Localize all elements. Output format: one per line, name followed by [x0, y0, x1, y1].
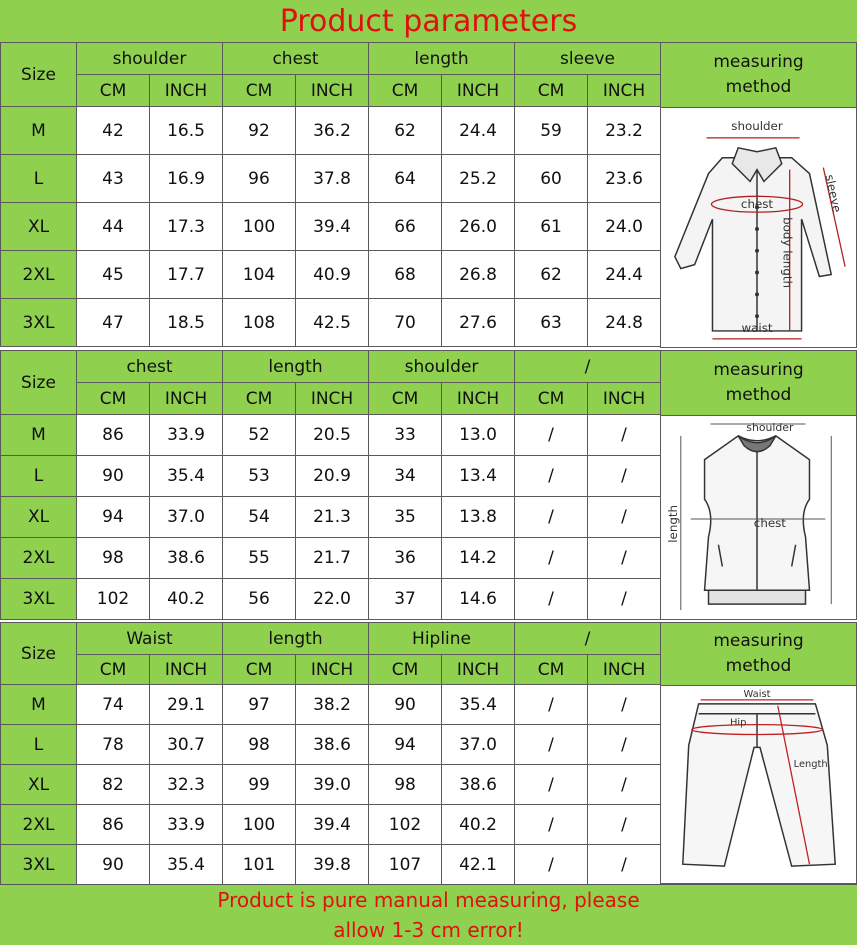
value-cell: 34 [369, 456, 442, 497]
value-cell: 24.4 [442, 107, 515, 155]
vest-measure-diagram [660, 415, 857, 620]
shoulder-label: shoulder [731, 119, 783, 133]
value-cell: 35.4 [150, 456, 223, 497]
size-cell: 2XL [1, 251, 77, 299]
value-cell: 37.0 [442, 725, 515, 765]
value-cell: 17.3 [150, 203, 223, 251]
unit-header: INCH [296, 75, 369, 107]
value-cell: 44 [77, 203, 150, 251]
unit-header: INCH [442, 383, 515, 415]
value-cell: 39.4 [296, 805, 369, 845]
column-header: sleeve [515, 43, 661, 75]
method-label-line: measuring [713, 52, 804, 72]
method-label-line: method [725, 385, 792, 405]
value-cell: 90 [77, 456, 150, 497]
table-row [1, 155, 661, 203]
value-cell: / [515, 456, 588, 497]
value-cell: 40.9 [296, 251, 369, 299]
value-cell: 14.2 [442, 538, 515, 579]
value-cell: / [588, 725, 661, 765]
column-header: / [515, 623, 661, 655]
value-cell: 17.7 [150, 251, 223, 299]
size-cell: L [1, 725, 77, 765]
table-row [1, 251, 661, 299]
chest-label: chest [740, 197, 774, 212]
unit-header: CM [77, 383, 150, 415]
table-row [1, 456, 661, 497]
value-cell: 86 [77, 415, 150, 456]
value-cell: 26.8 [442, 251, 515, 299]
column-header: chest [77, 351, 223, 383]
measuring-method-header [660, 42, 857, 108]
value-cell: 23.6 [588, 155, 661, 203]
value-cell: 23.2 [588, 107, 661, 155]
shoulder-label: shoulder [746, 420, 794, 434]
value-cell: 101 [223, 845, 296, 885]
size-cell: XL [1, 497, 77, 538]
vest-size-section [0, 350, 857, 620]
table-row [1, 538, 661, 579]
size-cell: M [1, 685, 77, 725]
value-cell: 42.5 [296, 299, 369, 347]
table-row [1, 579, 661, 620]
value-cell: / [515, 845, 588, 885]
shirt-size-section [0, 42, 857, 348]
size-cell: XL [1, 203, 77, 251]
unit-header: INCH [296, 655, 369, 685]
unit-header: INCH [150, 383, 223, 415]
table-row [1, 299, 661, 347]
value-cell: 61 [515, 203, 588, 251]
value-cell: 24.4 [588, 251, 661, 299]
value-cell: 21.7 [296, 538, 369, 579]
value-cell: 35 [369, 497, 442, 538]
table-row [1, 725, 661, 765]
value-cell: 33.9 [150, 415, 223, 456]
shirt-size-table [0, 42, 661, 347]
unit-header: CM [223, 75, 296, 107]
unit-header: INCH [296, 383, 369, 415]
size-header: Size [1, 623, 77, 685]
value-cell: 99 [223, 765, 296, 805]
measuring-method-header [660, 622, 857, 686]
value-cell: 36 [369, 538, 442, 579]
value-cell: 38.2 [296, 685, 369, 725]
value-cell: 59 [515, 107, 588, 155]
value-cell: 94 [77, 497, 150, 538]
value-cell: 100 [223, 805, 296, 845]
value-cell: 13.8 [442, 497, 515, 538]
value-cell: 70 [369, 299, 442, 347]
value-cell: 56 [223, 579, 296, 620]
column-header: length [223, 351, 369, 383]
value-cell: / [588, 497, 661, 538]
value-cell: 45 [77, 251, 150, 299]
value-cell: 97 [223, 685, 296, 725]
table-row [1, 685, 661, 725]
value-cell: 35.4 [150, 845, 223, 885]
value-cell: 37.0 [150, 497, 223, 538]
value-cell: / [515, 497, 588, 538]
value-cell: 98 [223, 725, 296, 765]
waist-label: Waist [743, 688, 771, 700]
value-cell: 30.7 [150, 725, 223, 765]
value-cell: 24.8 [588, 299, 661, 347]
vest-illustration [661, 416, 856, 619]
vest-size-table [0, 350, 661, 620]
method-label-line: method [725, 77, 792, 97]
size-cell: 3XL [1, 299, 77, 347]
column-header: length [369, 43, 515, 75]
unit-header: CM [77, 655, 150, 685]
value-cell: 42.1 [442, 845, 515, 885]
unit-header: CM [77, 75, 150, 107]
value-cell: 43 [77, 155, 150, 203]
value-cell: / [515, 725, 588, 765]
value-cell: / [588, 805, 661, 845]
value-cell: 47 [77, 299, 150, 347]
unit-header: CM [369, 383, 442, 415]
unit-header: INCH [150, 75, 223, 107]
value-cell: 42 [77, 107, 150, 155]
value-cell: 13.0 [442, 415, 515, 456]
value-cell: 60 [515, 155, 588, 203]
value-cell: 25.2 [442, 155, 515, 203]
value-cell: 38.6 [296, 725, 369, 765]
value-cell: 32.3 [150, 765, 223, 805]
size-cell: 2XL [1, 805, 77, 845]
table-row [1, 497, 661, 538]
value-cell: 86 [77, 805, 150, 845]
value-cell: 40.2 [150, 579, 223, 620]
table-row [1, 415, 661, 456]
value-cell: 29.1 [150, 685, 223, 725]
value-cell: / [588, 845, 661, 885]
value-cell: 94 [369, 725, 442, 765]
size-cell: M [1, 415, 77, 456]
value-cell: 26.0 [442, 203, 515, 251]
unit-header: INCH [150, 655, 223, 685]
pants-measure-diagram [660, 685, 857, 884]
value-cell: / [588, 538, 661, 579]
value-cell: 54 [223, 497, 296, 538]
measuring-method-header [660, 350, 857, 416]
value-cell: 22.0 [296, 579, 369, 620]
value-cell: 38.6 [442, 765, 515, 805]
method-label-line: measuring [713, 360, 804, 380]
pants-size-section [0, 622, 857, 884]
value-cell: 18.5 [150, 299, 223, 347]
length-label: length [665, 504, 680, 543]
unit-header: CM [223, 383, 296, 415]
column-header: Hipline [369, 623, 515, 655]
value-cell: / [515, 415, 588, 456]
body-length-label: body length [780, 217, 795, 289]
unit-header: INCH [442, 75, 515, 107]
table-row [1, 805, 661, 845]
value-cell: 68 [369, 251, 442, 299]
value-cell: 14.6 [442, 579, 515, 620]
value-cell: 40.2 [442, 805, 515, 845]
size-header: Size [1, 43, 77, 107]
pants-size-table [0, 622, 661, 885]
value-cell: 33.9 [150, 805, 223, 845]
size-cell: L [1, 456, 77, 497]
value-cell: 82 [77, 765, 150, 805]
value-cell: 16.9 [150, 155, 223, 203]
value-cell: / [515, 765, 588, 805]
value-cell: / [588, 415, 661, 456]
footer-line: Product is pure manual measuring, please [217, 888, 640, 912]
value-cell: 98 [369, 765, 442, 805]
value-cell: 20.5 [296, 415, 369, 456]
length-label: Length [793, 759, 828, 771]
pants-illustration [661, 686, 856, 883]
size-cell: XL [1, 765, 77, 805]
unit-header: CM [369, 655, 442, 685]
unit-header: CM [515, 655, 588, 685]
value-cell: 20.9 [296, 456, 369, 497]
value-cell: 102 [369, 805, 442, 845]
unit-header: INCH [588, 383, 661, 415]
column-header: shoulder [77, 43, 223, 75]
value-cell: 96 [223, 155, 296, 203]
table-row [1, 203, 661, 251]
value-cell: 37.8 [296, 155, 369, 203]
unit-header: CM [369, 75, 442, 107]
value-cell: 27.6 [442, 299, 515, 347]
value-cell: / [515, 579, 588, 620]
value-cell: 63 [515, 299, 588, 347]
size-cell: 2XL [1, 538, 77, 579]
value-cell: 78 [77, 725, 150, 765]
unit-header: INCH [588, 75, 661, 107]
method-label-line: measuring [713, 631, 804, 651]
table-row [1, 765, 661, 805]
footer-line: allow 1-3 cm error! [333, 918, 524, 942]
value-cell: 62 [369, 107, 442, 155]
value-cell: / [515, 538, 588, 579]
unit-header: CM [223, 655, 296, 685]
column-header: shoulder [369, 351, 515, 383]
size-cell: 3XL [1, 845, 77, 885]
value-cell: 35.4 [442, 685, 515, 725]
value-cell: 33 [369, 415, 442, 456]
sleeve-label: sleeve [822, 173, 845, 214]
value-cell: 16.5 [150, 107, 223, 155]
column-header: length [223, 623, 369, 655]
value-cell: 100 [223, 203, 296, 251]
value-cell: / [588, 685, 661, 725]
value-cell: 107 [369, 845, 442, 885]
value-cell: 104 [223, 251, 296, 299]
value-cell: 52 [223, 415, 296, 456]
value-cell: / [515, 805, 588, 845]
value-cell: 102 [77, 579, 150, 620]
size-cell: 3XL [1, 579, 77, 620]
value-cell: 66 [369, 203, 442, 251]
size-header: Size [1, 351, 77, 415]
value-cell: 74 [77, 685, 150, 725]
value-cell: / [588, 456, 661, 497]
unit-header: INCH [588, 655, 661, 685]
table-row [1, 107, 661, 155]
value-cell: 21.3 [296, 497, 369, 538]
table-row [1, 845, 661, 885]
value-cell: 98 [77, 538, 150, 579]
shirt-measure-diagram [660, 107, 857, 348]
method-label-line: method [725, 656, 792, 676]
shirt-illustration [661, 108, 856, 347]
value-cell: 108 [223, 299, 296, 347]
footer-notice [0, 884, 857, 945]
chest-label: chest [753, 515, 786, 530]
value-cell: / [515, 685, 588, 725]
value-cell: 62 [515, 251, 588, 299]
size-cell: L [1, 155, 77, 203]
value-cell: 13.4 [442, 456, 515, 497]
column-header: / [515, 351, 661, 383]
unit-header: CM [515, 383, 588, 415]
value-cell: 37 [369, 579, 442, 620]
unit-header: CM [515, 75, 588, 107]
value-cell: 38.6 [150, 538, 223, 579]
column-header: Waist [77, 623, 223, 655]
size-cell: M [1, 107, 77, 155]
value-cell: 90 [369, 685, 442, 725]
value-cell: 90 [77, 845, 150, 885]
value-cell: 53 [223, 456, 296, 497]
unit-header: INCH [442, 655, 515, 685]
value-cell: / [588, 765, 661, 805]
value-cell: 39.4 [296, 203, 369, 251]
value-cell: 36.2 [296, 107, 369, 155]
waist-label: waist [741, 320, 773, 335]
column-header: chest [223, 43, 369, 75]
value-cell: 55 [223, 538, 296, 579]
hip-label: Hip [729, 717, 747, 729]
page-title: Product parameters [0, 0, 857, 43]
value-cell: 39.0 [296, 765, 369, 805]
value-cell: 92 [223, 107, 296, 155]
value-cell: 24.0 [588, 203, 661, 251]
value-cell: 39.8 [296, 845, 369, 885]
value-cell: / [588, 579, 661, 620]
value-cell: 64 [369, 155, 442, 203]
